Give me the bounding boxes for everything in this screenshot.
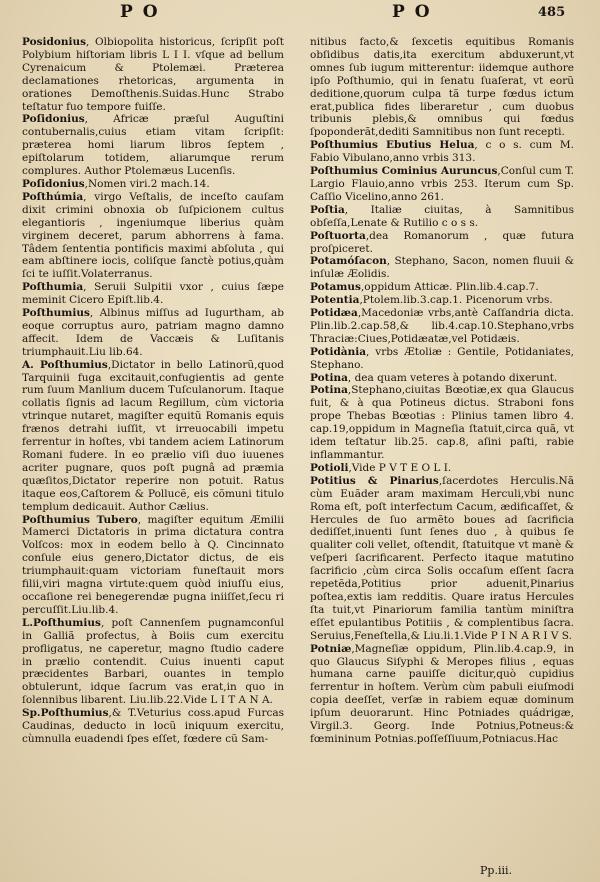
dictionary-entry (22, 514, 284, 617)
entry-text: ,& T.Veturius coss.apud Furcas Caudinas, deducto in locũ iniquum exercitu, cùmnulla euadendi ſpes eſſet, fœdere cũ Sam- (22, 707, 284, 745)
dictionary-entry (310, 372, 574, 385)
entry-headword: Poſtuorta (310, 229, 366, 242)
entry-headword: Poſthumius Tubero (22, 513, 138, 526)
entry-headword: Poſthumia (22, 281, 84, 294)
entry-headword: Poſthumius Cominius Auruncus (310, 165, 498, 178)
dictionary-entry (310, 165, 574, 204)
dictionary-entry (22, 281, 284, 307)
entry-text: ,Ptolem.lib.3.cap.1. Picenorum vrbs. (359, 294, 553, 307)
header-right-letters: P O (392, 2, 432, 22)
entry-text: ,Stephano,ciuitas Bœotiæ,ex qua Glaucus fuit, & à qua Potineus dictus. Straboni fons prope Thebas Bœotias : Plinius tamen libro 4. cap.19,oppidum in Magneſia ſtatuit,circa quã, vt idem teſtatur lib.25. cap.8, aſini paſti, rabie inflammantur. (310, 384, 574, 461)
left-column (22, 36, 284, 746)
dictionary-entry (310, 475, 574, 643)
entry-text: , Stephano, Sacon, nomen fluuii & inſulæ Æolidis. (310, 255, 574, 281)
entry-text: , c o s. cum M. Fabio Vibulano,anno vrbis 313. (310, 139, 574, 165)
entry-text: , vrbs Ætoliæ : Gentile, Potidaniates, Stephano. (310, 345, 574, 371)
entry-headword: Potina (310, 371, 348, 384)
entry-text: , Albinus miſſus ad Iugurtham, ab eoque corruptus auro, patriam magno damno affecit. Idem de Vaccæis & Luſitanis triumphauit.Liu lib.64. (22, 307, 284, 358)
entry-text: ,ſacerdotes Herculis.Nã cùm Euãder aram maximam Herculi,vbi nunc Roma eſt, poſt interfectum Cacum, ædificaſſet, & Hercules de ſuo armẽto boues ad ſacrificia dediſſet,inuenti ſunt ſenes duo , à quibus ſe qualiter coli vellet, oſtendit, ſtatuitque vt manè & veſperi ſacrificarent. Perfecto itaque matutino ſacrificio ,cùm circa Solis occaſum eſſent ſacra repetẽda,Potitius prior aduenit,Pinarius poſtea,extis iam redditis. Quare iratus Hercules ſta tuit,vt Pinariorum familia tantùm miniſtra eſſet epulantibus Potitiis , & complentibus ſacra. Seruius,Feneſtella,& Liu.li.1.Vide P I N A R I V S. (310, 474, 574, 642)
entry-text: , magiſter equitum Æmilii Mamerci Dictatoris in prima dictatura contra Volſcos: mox in eodem bello à Q. Cincinnato conſule eius genero,Dictator dictus, de eis triumphauit:quam victoriam funeſtauit mors filii,viri magna virtute:quem quòd iniuſſu eius, occaſione rei benegerendæ pugna iniiſſet,ſecu ri percuſſit.Liu.lib.4. (22, 513, 285, 616)
entry-headword: Potidæa (310, 307, 358, 320)
entry-text: ,Conſul cum T. Largio Flauio,anno vrbis 253. Iterum cum Sp. Caſſio Vicelino,anno 261. (310, 165, 574, 203)
entry-text: , dea quam veteres à potando dixerunt. (347, 371, 558, 384)
entry-headword: L.Poſthumius (22, 616, 101, 629)
entry-headword: Potamóſacon (310, 255, 387, 268)
dictionary-entry (310, 36, 574, 139)
entry-headword: Potamus (310, 281, 361, 294)
entry-headword: Potioli (310, 461, 349, 474)
entry-text: , poſt Cannenſem pugnamconſul in Galliã profectus, à Boiis cum exercitu profligatus, ne caperetur, magno ſtudio cadere in prælio contendit. Cuius inuenti caput præcidentes Barbari, ouantes in templo obtulerunt, idque ſacrum vas erat,in quo in ſolennibus libarent. Liu.lib.22.Vide L I T A N A. (22, 616, 284, 707)
entry-text: ,Vide P V T E O L I. (348, 461, 452, 474)
dictionary-entry (22, 617, 284, 707)
entry-text: ,Magneſiæ oppidum, Plin.lib.4.cap.9, in quo Glaucus Siſyphi & Meropes filius , equas humana carne pauiſſe dicitur,quò cupidius ferrentur in hoſtem. Verùm cùm pabuli eiuſmodi copia deeſſet, verſæ in rabiem equæ dominum ipſum deuorarunt. Hinc Potniades quádrigæ, Virgil.3. Georg. Inde Potnius,Potneus:& fœmininum Potnias.poſſeſſiuum,Potniacus.Hac (310, 642, 574, 745)
dictionary-entry (310, 281, 574, 294)
entry-text: , Italiæ ciuitas, à Samnitibus obſeſſa,Lenate & Rutilio c o s s. (310, 203, 574, 229)
dictionary-entry (310, 384, 574, 461)
dictionary-entry (310, 139, 574, 165)
entry-text: , Africæ præſul Auguſtini contubernalis,cuius etiam vitam ſcripſit: præterea homi liarum libros ſeptem , epiſtolarum totidem, aliarumque rerum complures. Author Ptolemæus Lucenſis. (22, 113, 284, 178)
dictionary-entry (310, 204, 574, 230)
dictionary-entry (22, 707, 284, 746)
entry-text: , Seruii Sulpitii vxor , cuius ſæpe meminit Cicero Epiſt.lib.4. (22, 281, 284, 307)
dictionary-entry (22, 178, 284, 191)
running-header (0, 2, 600, 30)
dictionary-entry (22, 113, 284, 178)
entry-headword: Potentia (310, 294, 360, 307)
entry-headword: Posidonius (22, 36, 87, 48)
entry-headword: Poſthumius (22, 307, 90, 320)
dictionary-entry (310, 255, 574, 281)
entry-headword: Potina (310, 384, 348, 397)
dictionary-entry (310, 462, 574, 475)
right-column (310, 36, 574, 746)
entry-text: ,Dictator in bello Latinorũ,quod Tarquinii fuga excitauit,confugientis ad gente rum ſuum Manlium ducem Tuſculanorum. Itaque collatis ſignis ad lacum Regillum, cùm victoria vtrinque nutaret, magiſter equitũ Romanis equis frænos detrahi iuſſit, vt irreuocabili impetu ferrentur in hoſtes, vbi tandem aciem Latinorum Romani fudere. In eo prælio viſi duo iuuenes acriter pugnare, quos poſt pugnâ ad præmia quæſitos,Dictator reperire non potuit. Ratus itaque eos,Caſtorem & Pollucẽ, eis cõmuni titulo templum dedicauit. Author Cælius. (22, 358, 284, 513)
entry-headword: Potniæ (310, 642, 352, 655)
entry-headword: Poſidonius (22, 177, 85, 190)
entry-headword: Poſtia (310, 203, 345, 216)
entry-headword: Poſidonius (22, 113, 85, 126)
entry-text: ,oppidum Atticæ. Plin.lib.4.cap.7. (360, 281, 539, 294)
entry-text: , virgo Veſtalis, de inceſto cauſam dixit crimini obnoxia ob ſuſpicionem cultus elegantioris , ingeniumque liberius quàm virginem deceret, parum abhorrens à fama. Tâdem ſententia pontificis maximi abſoluta , qui eam abſtinere iocis, coliſque ſanctè potius,quàm ſci te iuſſit.Volaterranus. (22, 190, 284, 281)
page-number: 485 (538, 5, 566, 20)
entry-headword: A. Poſthumius (22, 358, 108, 371)
dictionary-entry (22, 191, 284, 281)
entry-text: ,Nomen viri.2 mach.14. (84, 177, 210, 190)
dictionary-entry (22, 359, 284, 514)
entry-headword: Poſthúmia (22, 190, 84, 203)
header-left-letters: P O (120, 2, 160, 22)
dictionary-entry (310, 346, 574, 372)
dictionary-entry (310, 230, 574, 256)
dictionary-entry (310, 294, 574, 307)
dictionary-entry (22, 307, 284, 359)
entry-headword: Potidània (310, 345, 367, 358)
entry-text: ,dea Romanorum , quæ futura proſpiceret. (310, 229, 574, 255)
dictionary-entry (310, 307, 574, 346)
entry-text: , Olbiopolita historicus, ſcripſit poſt Polybium hiſtoriam libris L I I. vſque ad bellum Cyrenaicum & Ptolemæi. Præterea declamationes rhetoricas, argumenta in orationes Demoſthenis.Suidas.Hunc Strabo teſtatur fuo tempore fuiſſe. (22, 36, 284, 113)
dictionary-entry (22, 36, 284, 113)
catchword: Pp.iii. (480, 864, 512, 877)
entry-headword: Sp.Poſthumius (22, 707, 109, 720)
entry-headword: Potitius & Pinarius (310, 474, 439, 487)
dictionary-entry (310, 643, 574, 746)
entry-text: ,Macedoniæ vrbs,antè Caſſandria dicta. Plin.lib.2.cap.58,& lib.4.cap.10.Stephano,vrbs Thraciæ:Ciues,Potidæatæ,vel Potidæis. (310, 307, 574, 345)
entry-headword: Poſthumius Ebutius Helua (310, 139, 475, 152)
entry-text: nitibus facto,& ſexcetis equitibus Romanis obſidibus datis,ita exercitum abduxerunt,vt omnes ſub iugum mitterentur: iidemque authore ipſo Poſthumio, qui in ſenatu ſuaſerat, vt eorũ deditione,quorum culpa tã turpe fœdus ictum erat,publica fides liberaretur , cum duobus tribunis plebis,& omnibus qui fœdus ſpoponderãt,dediti Samnitibus non ſunt recepti. (310, 36, 574, 139)
